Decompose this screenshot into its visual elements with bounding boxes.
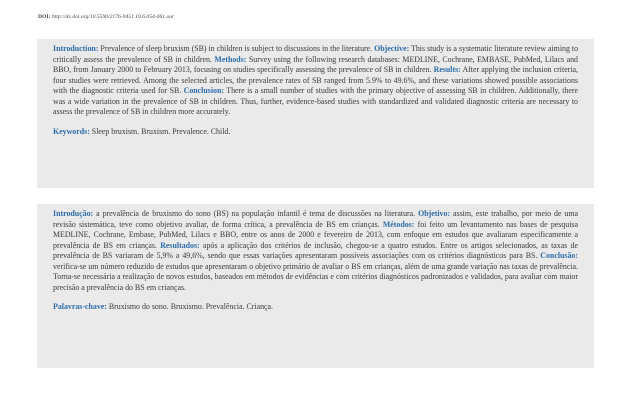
conclusao-label: Conclusão: bbox=[540, 251, 578, 261]
objetivo-label: Objetivo: bbox=[418, 209, 451, 218]
introducao-text: a prevalência de bruxismo do sono (BS) na população infantil é tema de discussões na literatura. bbox=[93, 209, 419, 218]
methods-label: Methods: bbox=[214, 54, 247, 64]
keywords-portuguese bbox=[53, 302, 578, 312]
abstract-english-paragraph bbox=[53, 44, 578, 118]
keywords-label: Keywords: bbox=[53, 126, 90, 136]
introduction-text: Prevalence of sleep bruxism (SB) in children is subject to discussions in the literature. bbox=[98, 44, 375, 53]
abstract-portuguese-paragraph bbox=[53, 209, 578, 293]
doi-url[interactable]: http://dx.doi.org/10.5590/2176-9451.19.6.054-061.oar bbox=[51, 14, 175, 20]
objective-label: Objective: bbox=[374, 44, 410, 53]
doi-line bbox=[38, 14, 174, 20]
palavras-chave-text: Bruxismo do sono. Bruxismo. Prevalência. Criança. bbox=[106, 302, 274, 312]
conclusion-text: There is a small number of studies with the primary objective of assessing SB in children. Additionally, there was a wide variation in the prevalence of SB in children. Thus, further, evidence-based studies with standardized and validated diagnostic criteria are necessary to assess the prevalence of SB in children more accurately. bbox=[53, 86, 578, 117]
objective-text: This study is a systematic literature review aiming to critically assess the prevalence of SB in children. bbox=[53, 44, 579, 64]
doi-label: DOI: bbox=[38, 14, 51, 20]
resultados-text: após a aplicação dos critérios de inclusão, chegou-se a quatro estudos. Entre os artigos selecionados, as taxas de prevalência de BS variaram de 5,9% a 49,6%, sendo que essas variações apresentaram possíveis associações com os critérios diagnósticos para BS. bbox=[53, 240, 579, 261]
abstract-portuguese-box bbox=[37, 204, 594, 368]
results-label: Results: bbox=[433, 65, 461, 75]
conclusion-label: Conclusion: bbox=[183, 86, 224, 96]
abstract-english-box bbox=[37, 39, 594, 188]
introduction-label: Introduction: bbox=[53, 44, 99, 53]
resultados-label: Resultados: bbox=[160, 240, 200, 250]
introducao-label: Introdução: bbox=[53, 209, 94, 218]
metodos-text: foi feito um levantamento nas bases de pesquisa MEDLINE, Cochrane, Embase, PubMed, Lilacs e BBO, entre os anos de 2000 e fevereiro de 2013, com enfoque em estudos que avaliaram especificamente a prevalência de BS em crianças. bbox=[53, 219, 578, 250]
metodos-label: Métodos: bbox=[382, 219, 415, 229]
methods-text: Survey using the following research databases: MEDLINE, Cochrane, EMBASE, PubMed, Lilacs and BBO, from January 2000 to February 2013, focusing on studies specifically assessing the prevalence of SB in children. bbox=[53, 54, 579, 75]
keywords-english bbox=[53, 127, 578, 137]
results-text: After applying the inclusion criteria, four studies were retrieved. Among the selected articles, the prevalence rates of SB ranged from 5.9% to 49.6%, and these variations showed possible associations with the diagnostic criteria used for SB. bbox=[53, 65, 578, 96]
conclusao-text: verifica-se um número reduzido de estudos que apresentaram o objetivo primário de avaliar o BS em crianças, além de uma grande variação nas taxas de prevalência. Torna-se necessária a realização de novos estudos, baseados em métodos de evidências e com critérios diagnósticos padronizados e validados, para avaliar com maior precisão a prevalência do BS em crianças. bbox=[53, 261, 578, 292]
palavras-chave-label: Palavras-chave: bbox=[53, 302, 107, 312]
keywords-text: Sleep bruxism. Bruxism. Prevalence. Child. bbox=[89, 126, 231, 136]
objetivo-text: assim, este trabalho, por meio de uma revisão sistemática, teve como objetivo avaliar, de forma crítica, a prevalência de BS em crianças. bbox=[53, 209, 578, 229]
